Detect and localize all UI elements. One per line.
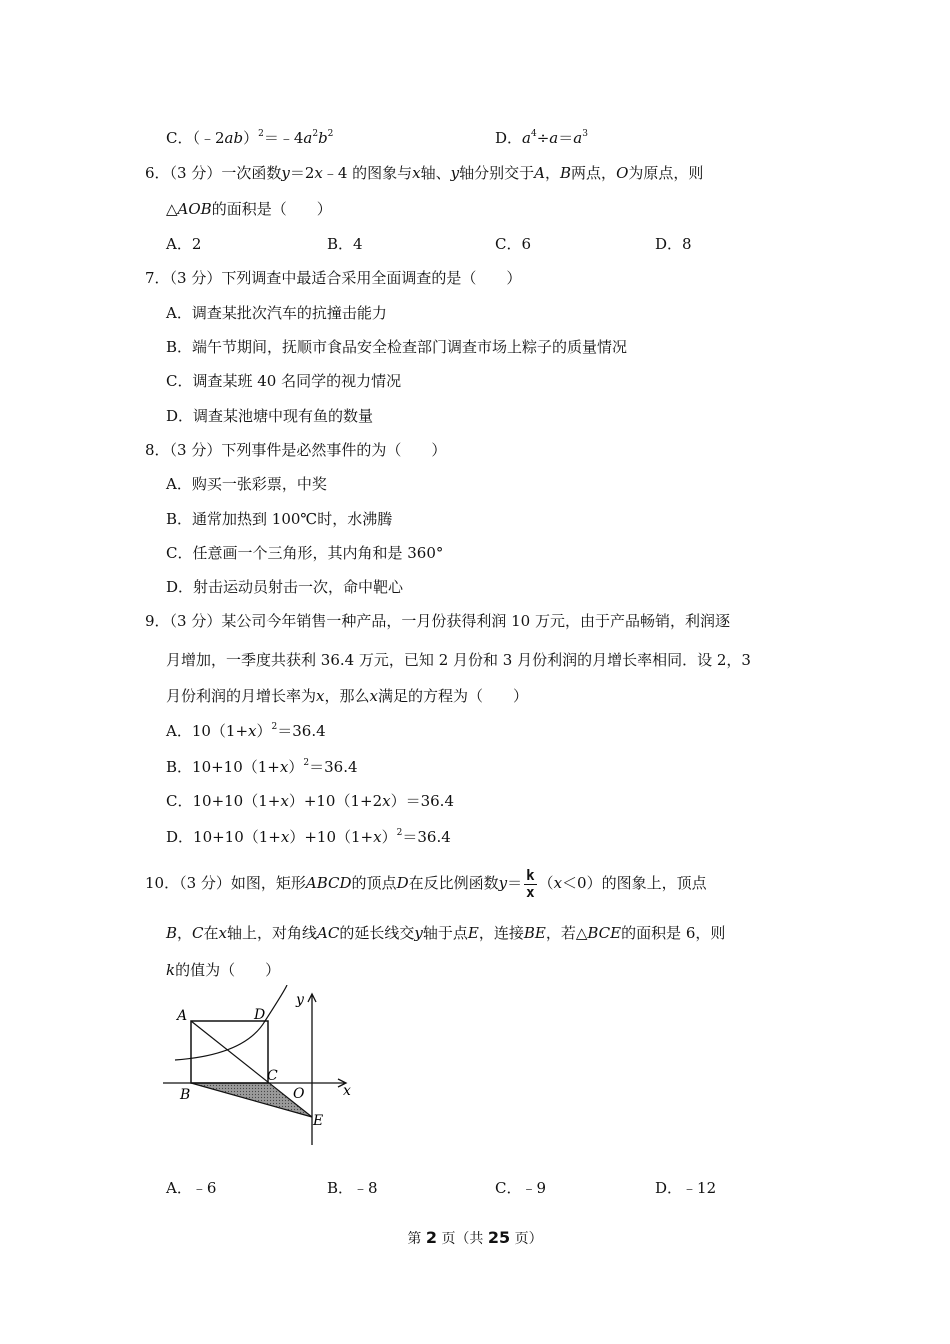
q6-option-a: A．2 xyxy=(166,235,202,253)
q7-option-a: A．调查某批次汽车的抗撞击能力 xyxy=(166,304,387,322)
q8-option-b: B．通常加热到 100℃时，水沸腾 xyxy=(166,510,393,528)
q6-stem-line2: △AOB的面积是（ ） xyxy=(166,200,332,218)
q9-option-a: A．$10(1+x)^2=36.4$ xyxy=(166,722,326,740)
page-number: 2 xyxy=(425,1228,437,1247)
q10-stem-line2: B，C在x轴上，对角线AC的延长线交y轴于点E，连接BE，若△BCE的面积是 6，则 xyxy=(166,924,726,942)
q8-option-c: C．任意画一个三角形，其内角和是 360° xyxy=(166,544,444,562)
q9-option-c: C．10+10（1+x）+10（1+2x）＝36.4 xyxy=(166,792,454,810)
label-c: C xyxy=(267,1068,278,1084)
q6-option-c: C．6 xyxy=(495,235,532,253)
q6-stem-line1: 6．（3 分）一次函数y＝2x﹣4 的图象与x轴、y轴分别交于A，B两点，O为原点，则 xyxy=(145,164,704,182)
page-footer: 第 2 页（共 25 页） xyxy=(407,1228,543,1247)
label-b: B xyxy=(180,1087,191,1103)
q6-option-b: B．4 xyxy=(327,235,363,253)
q10-option-c: C．﹣9 xyxy=(495,1179,547,1197)
q9-stem-line1: 9．（3 分）某公司今年销售一种产品，一月份获得利润 10 万元，由于产品畅销，利润逐 xyxy=(145,612,730,630)
q8-stem: 8．（3 分）下列事件是必然事件的为（ ） xyxy=(145,441,447,459)
q8-option-a: A．购买一张彩票，中奖 xyxy=(166,475,327,493)
q7-option-b: B．端午节期间，抚顺市食品安全检查部门调查市场上粽子的质量情况 xyxy=(166,338,628,356)
diagonal-ac-extended xyxy=(191,1021,312,1117)
label-o: O xyxy=(293,1086,305,1102)
q5-option-c: C．$(﹣2ab)^2=﹣4a^2b^2$ xyxy=(166,129,334,147)
hyperbola-curve xyxy=(175,985,287,1060)
q10-stem-line3: k的值为（ ） xyxy=(166,961,281,979)
total-pages: 25 xyxy=(487,1228,511,1247)
q7-option-d: D．调查某池塘中现有鱼的数量 xyxy=(166,407,374,425)
q9-option-b: B．$10+10(1+x)^2=36.4$ xyxy=(166,758,358,776)
label-e: E xyxy=(313,1113,324,1129)
q6-option-d: D．8 xyxy=(655,235,692,253)
q9-option-d: D．$10+10(1+x)+10(1+x)^2=36.4$ xyxy=(166,828,451,846)
q9-stem-line3: 月份利润的月增长率为x，那么x满足的方程为（ ） xyxy=(166,687,528,705)
q8-option-d: D．射击运动员射击一次，命中靶心 xyxy=(166,578,404,596)
q10-option-d: D．﹣12 xyxy=(655,1179,717,1197)
q10-figure xyxy=(155,985,365,1150)
q9-stem-line2: 月增加，一季度共获利 36.4 万元，已知 2 月份和 3 月份利润的月增长率相同．设 2，3 xyxy=(166,651,751,669)
q10-stem-line1: 10．（3 分）如图，矩形ABCD的顶点D在反比例函数y＝ $\frac{k}{x}$ （x＜0）的图象上，顶点 xyxy=(145,867,707,901)
label-a: A xyxy=(177,1008,188,1024)
q5-option-d: D．$a^4\div a=a^3$ xyxy=(495,129,588,147)
label-d: D xyxy=(254,1007,266,1023)
k-over-x-fraction: $\frac{k}{x}$ xyxy=(526,867,535,901)
q7-stem: 7．（3 分）下列调查中最适合采用全面调查的是（ ） xyxy=(145,269,522,287)
q10-option-b: B．﹣8 xyxy=(327,1179,378,1197)
q7-option-c: C．调查某班 40 名同学的视力情况 xyxy=(166,372,402,390)
label-y: y xyxy=(296,992,304,1008)
q10-option-a: A．﹣6 xyxy=(166,1179,217,1197)
label-x: x xyxy=(343,1083,351,1099)
